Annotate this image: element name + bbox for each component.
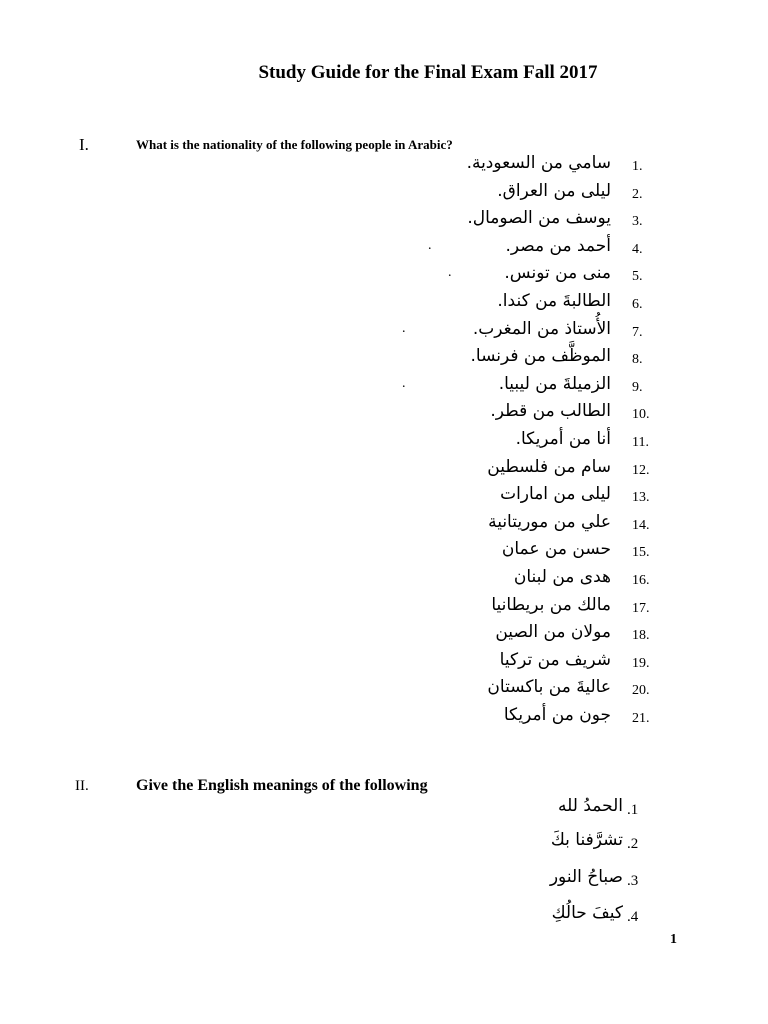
arabic-sentence: حسن من عمان <box>501 539 611 560</box>
item-number: .3 <box>627 873 639 889</box>
arabic-sentence: الموظَّف من فرنسا. <box>470 346 611 367</box>
item-number: 1. <box>632 159 643 174</box>
list-item <box>0 319 768 345</box>
arabic-sentence: سامي من السعودية. <box>466 153 611 173</box>
section-2-prompt: Give the English meanings of the following <box>136 777 428 794</box>
list-item <box>0 346 768 372</box>
item-number: 3. <box>632 214 643 230</box>
list-item <box>0 650 768 676</box>
list-item <box>0 539 768 565</box>
section-2-numeral: II. <box>75 778 89 794</box>
arabic-phrase: كيفَ حالُكِ <box>551 903 623 923</box>
arabic-sentence: الطالب من قطر. <box>490 401 611 422</box>
item-number: .4 <box>627 909 639 925</box>
arabic-sentence: عاليةَ من باكستان <box>487 677 611 698</box>
arabic-sentence: جون من أمريكا <box>503 705 611 725</box>
arabic-sentence: مالك من بريطانيا <box>491 594 611 615</box>
arabic-sentence: علي من موريتانية <box>488 511 611 532</box>
arabic-phrase: صباحُ النور <box>549 867 623 887</box>
arabic-sentence: أنا من أمريكا. <box>515 429 611 449</box>
arabic-sentence: يوسف من الصومال. <box>467 208 611 229</box>
list-item <box>0 263 768 289</box>
list-item <box>0 512 768 538</box>
item-number: 17. <box>632 600 650 616</box>
section-1-numeral: I. <box>79 135 89 154</box>
item-number: 20. <box>632 683 650 699</box>
list-item <box>0 291 768 317</box>
item-number: 8. <box>632 352 643 368</box>
item-number: 16. <box>632 573 650 588</box>
list-item <box>0 796 768 824</box>
item-number: 18. <box>632 628 650 644</box>
item-number: 9. <box>632 379 643 395</box>
item-number: 6. <box>632 297 643 312</box>
arabic-sentence: الطالبةَ من كندا. <box>497 291 611 311</box>
list-item <box>0 903 768 931</box>
item-number: .1 <box>627 802 639 818</box>
stray-period: . <box>448 265 452 281</box>
list-item <box>0 867 768 895</box>
list-item <box>0 705 768 731</box>
list-item <box>0 208 768 234</box>
item-number: 2. <box>632 186 643 202</box>
list-item <box>0 374 768 400</box>
item-number: 21. <box>632 711 650 726</box>
stray-period: . <box>402 320 406 336</box>
item-number: 11. <box>632 435 649 450</box>
page-title: Study Guide for the Final Exam Fall 2017 <box>258 62 598 83</box>
stray-period: . <box>402 375 406 391</box>
item-number: 15. <box>632 545 650 561</box>
item-number: 13. <box>632 490 650 506</box>
section-1-prompt: What is the nationality of the following people in Arabic? <box>136 137 453 152</box>
item-number: 19. <box>632 655 650 671</box>
arabic-sentence: أحمد من مصر. <box>505 235 611 256</box>
list-item <box>0 677 768 703</box>
list-item <box>0 595 768 621</box>
arabic-sentence: الأُستاذ من المغرب. <box>472 318 611 339</box>
item-number: 14. <box>632 517 650 533</box>
arabic-phrase: الحمدُ لله <box>558 796 623 816</box>
list-item <box>0 236 768 262</box>
arabic-phrase: تشرَّفنا بكَ <box>550 830 623 850</box>
arabic-sentence: سام من فلسطين <box>487 456 611 477</box>
arabic-sentence: ليلى من العراق. <box>497 180 611 201</box>
arabic-sentence: منى من تونس. <box>504 263 611 284</box>
list-item <box>0 457 768 483</box>
list-item <box>0 181 768 207</box>
arabic-sentence: الزميلةَ من ليبيا. <box>498 373 611 394</box>
list-item <box>0 830 768 858</box>
item-number: 4. <box>632 241 643 257</box>
arabic-sentence: هدى من لبنان <box>513 567 611 587</box>
list-item <box>0 401 768 427</box>
list-item <box>0 429 768 455</box>
stray-period: . <box>428 237 432 253</box>
list-item <box>0 484 768 510</box>
list-item <box>0 153 768 179</box>
list-item <box>0 567 768 593</box>
list-item <box>0 622 768 648</box>
item-number: 7. <box>632 324 643 340</box>
arabic-sentence: شريف من تركيا <box>499 649 611 670</box>
item-number: .2 <box>627 836 639 852</box>
item-number: 12. <box>632 462 650 478</box>
item-number: 10. <box>632 407 650 423</box>
arabic-sentence: مولان من الصين <box>495 622 611 643</box>
item-number: 5. <box>632 269 643 285</box>
arabic-sentence: ليلى من امارات <box>500 484 611 505</box>
page-number: 1 <box>670 932 677 947</box>
